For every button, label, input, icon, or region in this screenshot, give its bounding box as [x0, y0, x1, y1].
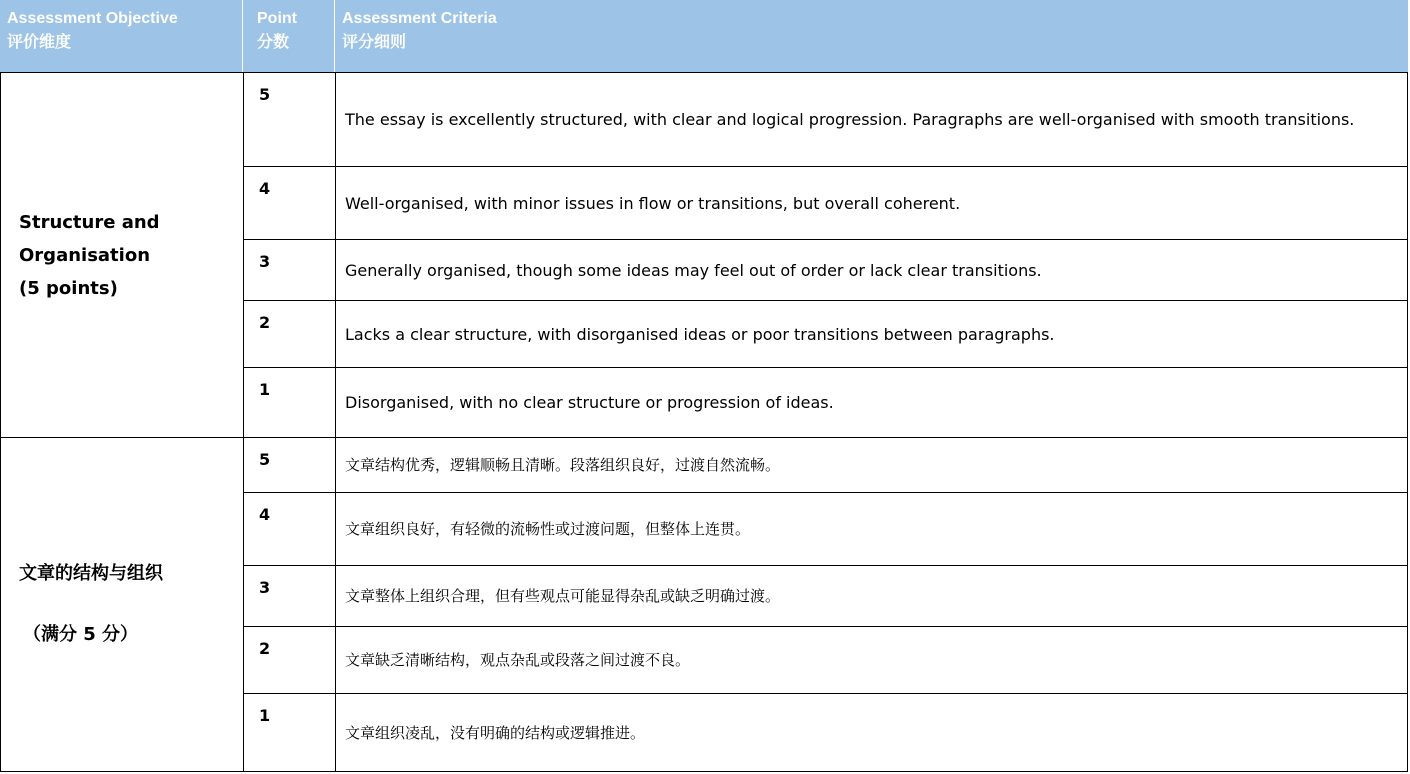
point-cell: [243, 166, 336, 240]
criteria-cell: [335, 437, 1408, 493]
point-cell: [243, 626, 336, 694]
criteria-text: Well-organised, with minor issues in flow or transitions, but overall coherent.: [345, 193, 961, 213]
point-cell: [243, 693, 336, 772]
header-objective: [0, 0, 243, 73]
point-value: 2: [259, 313, 271, 332]
point-cell: [243, 367, 336, 438]
header-point-en: Point: [257, 10, 297, 27]
point-value: 2: [259, 639, 271, 658]
point-cell: [243, 239, 336, 301]
header-objective-en: Assessment Objective: [7, 10, 178, 27]
criteria-text: The essay is excellently structured, with clear and logical progression. Paragraphs are well-organised with smooth transitions.: [345, 110, 1355, 129]
point-cell: [243, 492, 336, 566]
point-value: 4: [259, 505, 271, 524]
criteria-cell: [335, 565, 1408, 627]
header-point: [243, 0, 335, 73]
criteria-cell: [335, 693, 1408, 772]
criteria-text: 文章结构优秀，逻辑顺畅且清晰。段落组织良好，过渡自然流畅。: [345, 456, 781, 474]
criteria-cell: [335, 300, 1408, 368]
criteria-text: 文章缺乏清晰结构，观点杂乱或段落之间过渡不良。: [345, 651, 691, 669]
header-criteria: [335, 0, 1408, 73]
criteria-text: 文章整体上组织合理，但有些观点可能显得杂乱或缺乏明确过渡。: [345, 587, 781, 605]
objective-title: 文章的结构与组织: [19, 563, 163, 584]
point-value: 5: [259, 85, 271, 104]
objective-cell-structure-en: [0, 72, 244, 438]
criteria-cell: [335, 626, 1408, 694]
point-value: 3: [259, 578, 271, 597]
criteria-text: 文章组织良好，有轻微的流畅性或过渡问题，但整体上连贯。: [345, 520, 751, 538]
point-value: 5: [259, 450, 271, 469]
objective-label: Structure and Organisation (5 points): [19, 211, 160, 299]
criteria-text: Generally organised, though some ideas may feel out of order or lack clear transitions.: [345, 260, 1042, 280]
point-value: 1: [259, 706, 271, 725]
criteria-cell: [335, 367, 1408, 438]
criteria-cell: [335, 72, 1408, 167]
point-value: 3: [259, 252, 271, 271]
objective-label-zh: [19, 562, 163, 647]
point-value: 4: [259, 179, 271, 198]
point-cell: [243, 300, 336, 368]
header-point-zh: 分数: [257, 34, 290, 51]
point-value: 1: [259, 380, 271, 399]
point-cell: [243, 565, 336, 627]
point-cell: [243, 72, 336, 167]
criteria-cell: [335, 492, 1408, 566]
header-criteria-zh: 评分细则: [342, 34, 407, 51]
objective-cell-structure-zh: [0, 437, 244, 772]
criteria-cell: [335, 239, 1408, 301]
criteria-cell: [335, 166, 1408, 240]
header-criteria-en: Assessment Criteria: [342, 10, 497, 27]
point-cell: [243, 437, 336, 493]
criteria-text: 文章组织凌乱，没有明确的结构或逻辑推进。: [345, 723, 646, 742]
criteria-text: Disorganised, with no clear structure or progression of ideas.: [345, 393, 834, 412]
objective-points: （满分 5 分）: [23, 624, 139, 645]
criteria-text: Lacks a clear structure, with disorganised ideas or poor transitions between paragraphs.: [345, 324, 1055, 344]
header-objective-zh: 评价维度: [7, 34, 72, 51]
